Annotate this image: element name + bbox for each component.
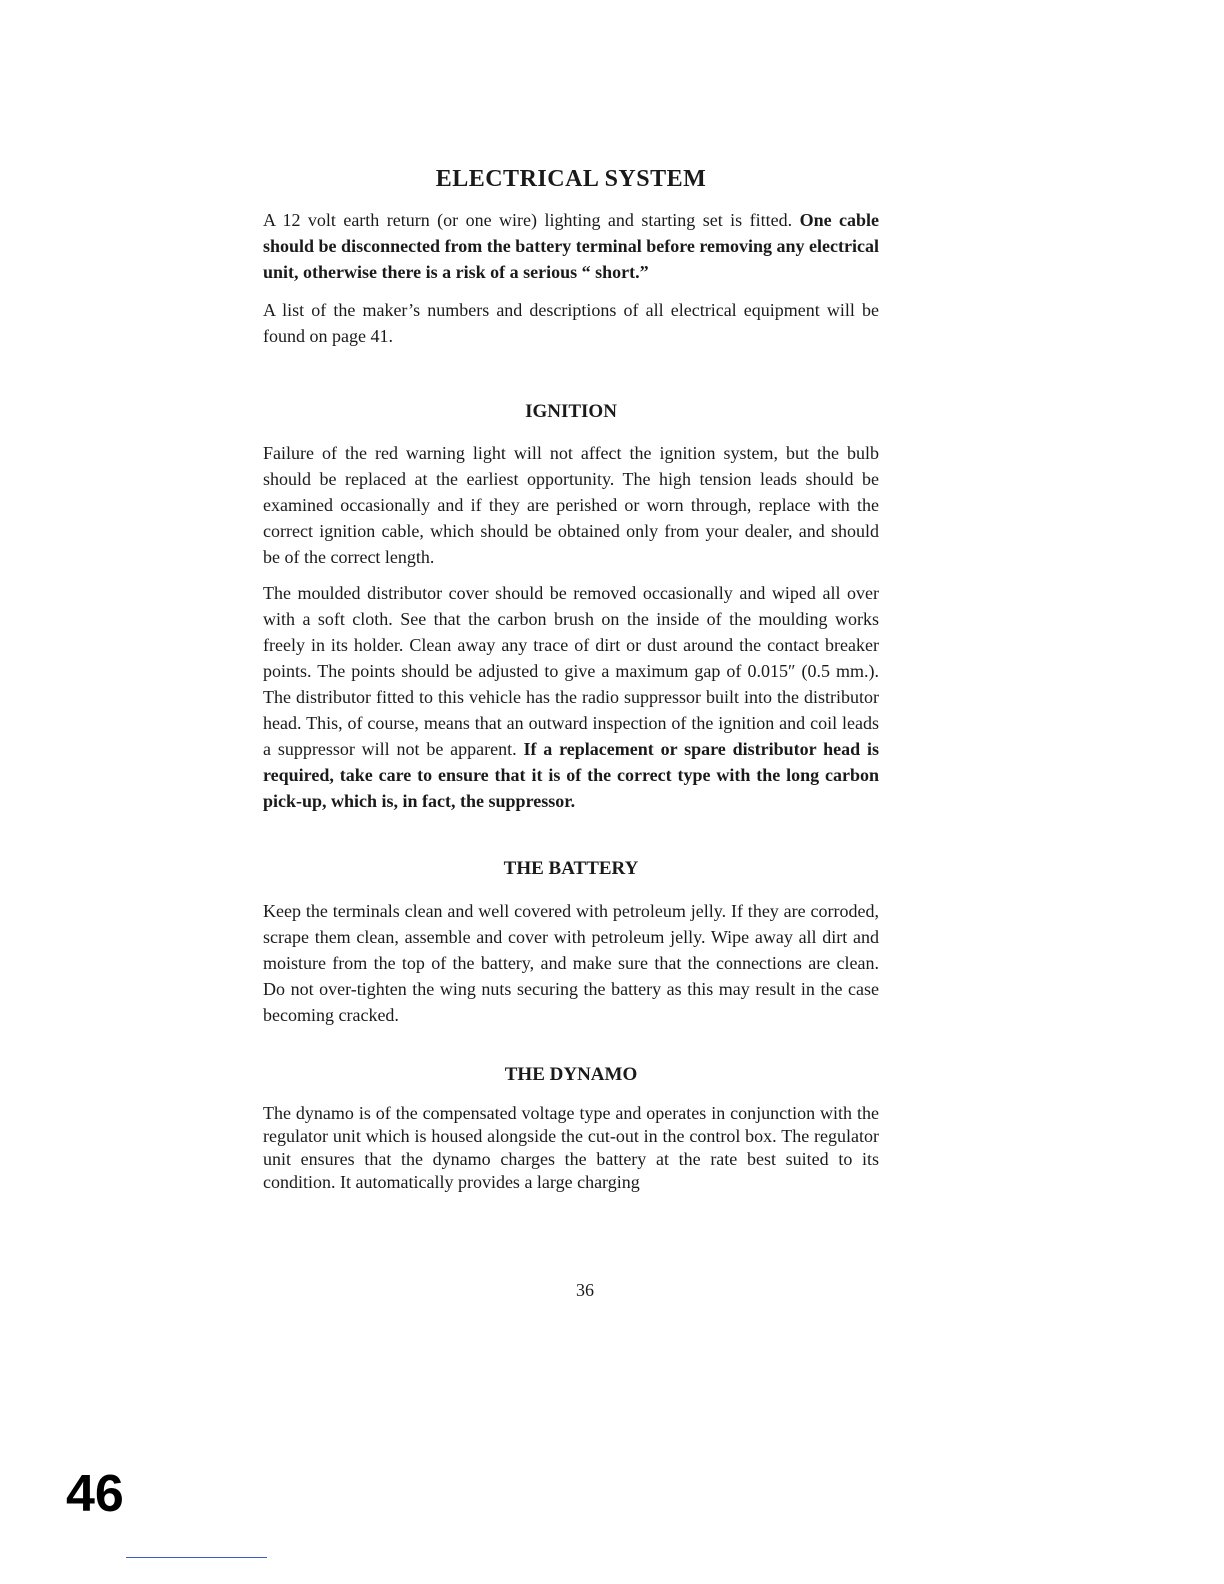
page-content <box>263 166 879 1194</box>
ignition-warning: If a replacement or spare distributor head is required, take care to ensure that it is of the correct type with the long carbon pick-up, which is, in fact, the suppressor. <box>263 739 879 811</box>
ignition-heading: IGNITION <box>525 401 617 422</box>
dynamo-heading: THE DYNAMO <box>504 1064 638 1085</box>
battery-heading: THE BATTERY <box>503 858 639 879</box>
footer-rule <box>126 1557 267 1558</box>
ignition-paragraph-2 <box>263 580 879 814</box>
ignition-paragraph-1: Failure of the red warning light will not affect the ignition system, but the bulb should be replaced at the earliest opportunity. The high tension leads should be examined occasionally and if they are perished or worn through, replace with the correct ignition cable, which should be obtained only from your dealer, and should be of the correct length. <box>263 443 879 567</box>
intro-paragraph-1 <box>263 207 879 285</box>
intro-warning: One cable should be disconnected from the battery terminal before removing any electrical unit, otherwise there is a risk of a serious “ short.” <box>263 210 879 282</box>
page-number: 36 <box>576 1280 594 1300</box>
intro-text: A 12 volt earth return (or one wire) lighting and starting set is fitted. <box>263 210 800 230</box>
dynamo-paragraph: The dynamo is of the compensated voltage type and operates in conjunction with the regulator unit which is housed alongside the cut-out in the control box. The regulator unit ensures that the dynamo charges the battery at the rate best suited to its condition. It automatically provides a large charging <box>263 1103 879 1192</box>
sheet-number: 46 <box>66 1465 124 1523</box>
page-title: ELECTRICAL SYSTEM <box>435 166 707 192</box>
intro-paragraph-2: A list of the maker’s numbers and descriptions of all electrical equipment will be found on page 41. <box>263 300 879 346</box>
ignition-text: The moulded distributor cover should be removed occasionally and wiped all over with a soft cloth. See that the carbon brush on the inside of the moulding works freely in its holder. Clean away any trace of dirt or dust around the contact breaker points. The points should be adjusted to give a maximum gap of 0.015″ (0.5 mm.). The distributor fitted to this vehicle has the radio suppressor built into the distributor head. This, of course, means that an outward inspection of the ignition and coil leads a suppressor will not be apparent. <box>263 583 879 759</box>
battery-paragraph: Keep the terminals clean and well covered with petroleum jelly. If they are corroded, scrape them clean, assemble and cover with petroleum jelly. Wipe away all dirt and moisture from the top of the battery, and make sure that the connections are clean. Do not over-tighten the wing nuts securing the battery as this may result in the case becoming cracked. <box>263 901 879 1025</box>
